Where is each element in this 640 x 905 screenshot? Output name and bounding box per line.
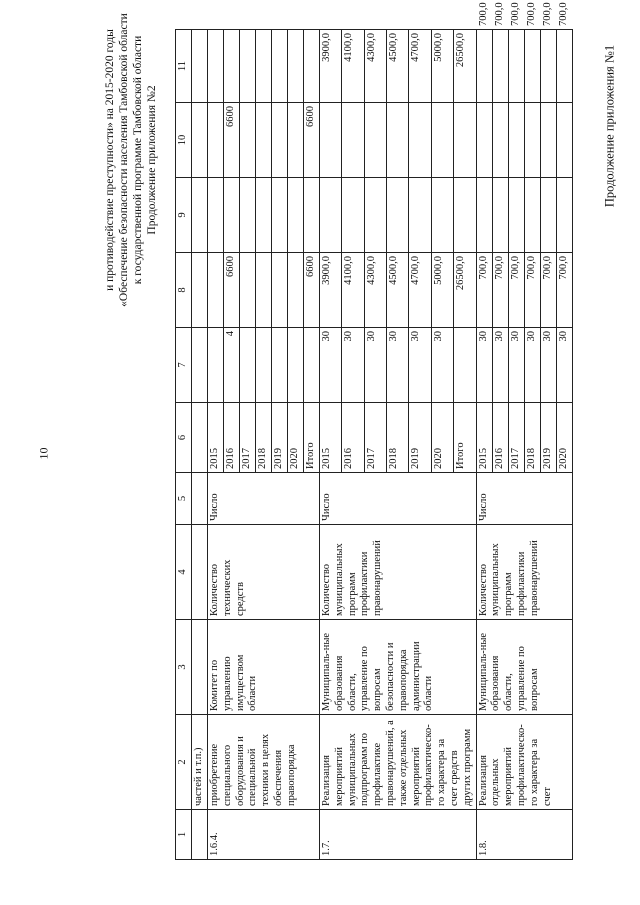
- value-cell: 700,0: [508, 253, 524, 328]
- year-cell: Итого: [304, 403, 320, 473]
- year-cell: 2019: [409, 403, 431, 473]
- table-row: [320, 30, 342, 860]
- year-cell: 2017: [364, 403, 386, 473]
- annex-line-4: и противодействие преступности» на 2015-2020 годы: [104, 29, 116, 291]
- year-cell: 2017: [508, 403, 524, 473]
- value-cell: 700,0: [476, 253, 492, 328]
- value-cell: 6600: [304, 103, 320, 178]
- value-cell: [387, 178, 409, 253]
- value-cell: 700,0: [556, 253, 572, 328]
- value-cell: 4700,0: [409, 253, 431, 328]
- executor-name: Комитет по управлению имуществом области: [208, 620, 320, 715]
- annex-header: [88, 10, 158, 310]
- table-row: 1.8. Реализация отдельных мероприятий профилактическо-го характера за счет Муниципаль-ные образования области, управление по вопросам Количество муниципальных программ профилактики правонарушений Число 2015 30 700,0 700,0: [476, 30, 492, 860]
- value-cell: [208, 178, 224, 253]
- column-number-row: [176, 30, 192, 860]
- row-id: 1.6.4.: [208, 810, 320, 860]
- table-row: [208, 30, 224, 860]
- row-id: 1.7.: [320, 810, 477, 860]
- value-cell: [288, 253, 304, 328]
- col-number: 11: [176, 30, 192, 103]
- value-cell: [224, 30, 240, 103]
- unit-name: Число: [208, 473, 320, 525]
- value-cell: [208, 30, 224, 103]
- program-table: [175, 2, 573, 860]
- activity-name: Реализация мероприятий муниципальных подпрограмм по профилактике правонарушений, а также отдельных мероприятий профилактическо-го характера за счет средств других программ: [320, 715, 477, 810]
- table-row: 2020 30 700,0 700,0: [556, 30, 572, 860]
- value-cell: 30: [320, 328, 342, 403]
- value-cell: 30: [540, 328, 556, 403]
- value-cell: 30: [364, 328, 386, 403]
- rotated-table-area: [175, 2, 615, 860]
- value-cell: [364, 103, 386, 178]
- value-cell: [208, 328, 224, 403]
- value-cell: 30: [409, 328, 431, 403]
- value-cell: [492, 178, 508, 253]
- col-number: 6: [176, 403, 192, 473]
- value-cell: [508, 178, 524, 253]
- executor-name: Муниципаль-ные образования области, управление по вопросам: [476, 620, 572, 715]
- value-cell: 30: [476, 328, 492, 403]
- value-cell: [556, 103, 572, 178]
- value-cell: [256, 103, 272, 178]
- year-cell: 2019: [272, 403, 288, 473]
- value-cell: [320, 103, 342, 178]
- year-cell: 2016: [492, 403, 508, 473]
- page-number: 10: [36, 447, 51, 460]
- value-cell: [272, 178, 288, 253]
- col-number: 2: [176, 715, 192, 810]
- value-cell: [224, 178, 240, 253]
- annex-line-1: Продолжение приложения №2: [146, 85, 158, 235]
- value-cell: 4500,0: [387, 30, 409, 103]
- col-number: 3: [176, 620, 192, 715]
- value-cell: [454, 328, 476, 403]
- value-cell: [256, 253, 272, 328]
- value-cell: [431, 178, 453, 253]
- row-id: 1.8.: [476, 810, 572, 860]
- activity-name: Реализация отдельных мероприятий профилактическо-го характера за счет: [476, 715, 572, 810]
- value-cell: 30: [508, 328, 524, 403]
- table-body: [176, 2, 573, 860]
- value-cell: [556, 178, 572, 253]
- value-cell: [476, 178, 492, 253]
- annex-line-3: «Обеспечение безопасности населения Тамбовской области: [118, 13, 130, 307]
- value-cell: 700,0: [492, 253, 508, 328]
- value-cell: [508, 103, 524, 178]
- value-cell: 700,0: [540, 253, 556, 328]
- value-cell: [272, 328, 288, 403]
- table-row: 2018 30 700,0 700,0: [524, 30, 540, 860]
- value-cell: 26500,0: [454, 30, 476, 103]
- value-cell: [524, 103, 540, 178]
- value-cell: 4300,0: [364, 253, 386, 328]
- value-cell: [508, 30, 524, 103]
- year-cell: 2015: [208, 403, 224, 473]
- value-cell: 4700,0: [409, 30, 431, 103]
- year-cell: 2016: [224, 403, 240, 473]
- year-cell: 2018: [256, 403, 272, 473]
- col-number: 4: [176, 525, 192, 620]
- value-cell: [409, 178, 431, 253]
- year-cell: 2020: [556, 403, 572, 473]
- value-cell: [476, 30, 492, 103]
- value-cell: [304, 328, 320, 403]
- value-cell: [256, 178, 272, 253]
- indicator-name: Количество муниципальных программ профилактики правонарушений: [320, 525, 477, 620]
- value-cell: 30: [342, 328, 364, 403]
- value-cell: [556, 30, 572, 103]
- value-cell: 26500,0: [454, 253, 476, 328]
- indicator-name: Количество технических средств: [208, 525, 320, 620]
- value-cell: [304, 30, 320, 103]
- continuation-title: Продолжение приложения №1: [602, 44, 617, 208]
- value-cell: 700,0: [524, 253, 540, 328]
- value-cell: 5000,0: [431, 30, 453, 103]
- value-cell: [342, 178, 364, 253]
- year-cell: 2018: [524, 403, 540, 473]
- year-cell: 2015: [320, 403, 342, 473]
- value-cell: 30: [387, 328, 409, 403]
- year-cell: 2019: [540, 403, 556, 473]
- value-cell: 6600: [304, 253, 320, 328]
- year-cell: 2020: [431, 403, 453, 473]
- value-cell: [342, 103, 364, 178]
- year-cell: Итого: [454, 403, 476, 473]
- value-cell: 3900,0: [320, 30, 342, 103]
- table-row: 2019 30 700,0 700,0: [540, 30, 556, 860]
- value-cell: [288, 103, 304, 178]
- year-cell: 2017: [240, 403, 256, 473]
- unit-name: Число: [320, 473, 477, 525]
- activity-name: приобретение специального оборудования и специальной техники в целях обеспечения правопорядка: [208, 715, 320, 810]
- value-cell: 30: [431, 328, 453, 403]
- fragment-row: [192, 30, 208, 860]
- value-cell: [524, 30, 540, 103]
- col-number: 8: [176, 253, 192, 328]
- value-cell: [256, 30, 272, 103]
- value-cell: [492, 103, 508, 178]
- value-cell: 4500,0: [387, 253, 409, 328]
- value-cell: 5000,0: [431, 253, 453, 328]
- value-cell: 4100,0: [342, 253, 364, 328]
- value-cell: [272, 253, 288, 328]
- value-cell: 30: [492, 328, 508, 403]
- value-cell: 3900,0: [320, 253, 342, 328]
- value-cell: 30: [524, 328, 540, 403]
- value-cell: [454, 178, 476, 253]
- value-cell: [240, 328, 256, 403]
- value-cell: [240, 253, 256, 328]
- value-cell: 30: [556, 328, 572, 403]
- value-cell: [288, 178, 304, 253]
- col-number: 9: [176, 178, 192, 253]
- value-cell: [256, 328, 272, 403]
- value-cell: [476, 103, 492, 178]
- col-number: 1: [176, 810, 192, 860]
- value-cell: [288, 328, 304, 403]
- value-cell: [208, 253, 224, 328]
- value-cell: [320, 178, 342, 253]
- value-cell: [492, 30, 508, 103]
- col-number: 10: [176, 103, 192, 178]
- value-cell: [272, 103, 288, 178]
- value-cell: [540, 30, 556, 103]
- value-cell: [208, 103, 224, 178]
- value-cell: [304, 178, 320, 253]
- table-row: 2017 30 700,0 700,0: [508, 30, 524, 860]
- value-cell: [288, 30, 304, 103]
- value-cell: [540, 178, 556, 253]
- value-cell: [272, 30, 288, 103]
- value-cell: [364, 178, 386, 253]
- year-cell: 2015: [476, 403, 492, 473]
- value-cell: 4300,0: [364, 30, 386, 103]
- value-cell: [387, 103, 409, 178]
- value-cell: 6600: [224, 103, 240, 178]
- value-cell: [240, 30, 256, 103]
- year-cell: 2020: [288, 403, 304, 473]
- value-cell: [540, 103, 556, 178]
- col-number: 7: [176, 328, 192, 403]
- unit-name: Число: [476, 473, 572, 525]
- value-cell: [240, 103, 256, 178]
- value-cell: [431, 103, 453, 178]
- year-cell: 2016: [342, 403, 364, 473]
- value-cell: 4: [224, 328, 240, 403]
- value-cell: 4100,0: [342, 30, 364, 103]
- annex-line-2: к государственной программе Тамбовской области: [132, 35, 144, 285]
- value-cell: 6600: [224, 253, 240, 328]
- value-cell: [524, 178, 540, 253]
- col-number: 5: [176, 473, 192, 525]
- table-row: 2016 30 700,0 700,0: [492, 30, 508, 860]
- value-cell: [240, 178, 256, 253]
- year-cell: 2018: [387, 403, 409, 473]
- value-cell: [409, 103, 431, 178]
- value-cell: [454, 103, 476, 178]
- executor-name: Муниципаль-ные образования области, управление по вопросам безопасности и правопорядка администрации области: [320, 620, 477, 715]
- fragment-text: частей и т.п.): [192, 715, 208, 810]
- indicator-name: Количество муниципальных программ профилактики правонарушений: [476, 525, 572, 620]
